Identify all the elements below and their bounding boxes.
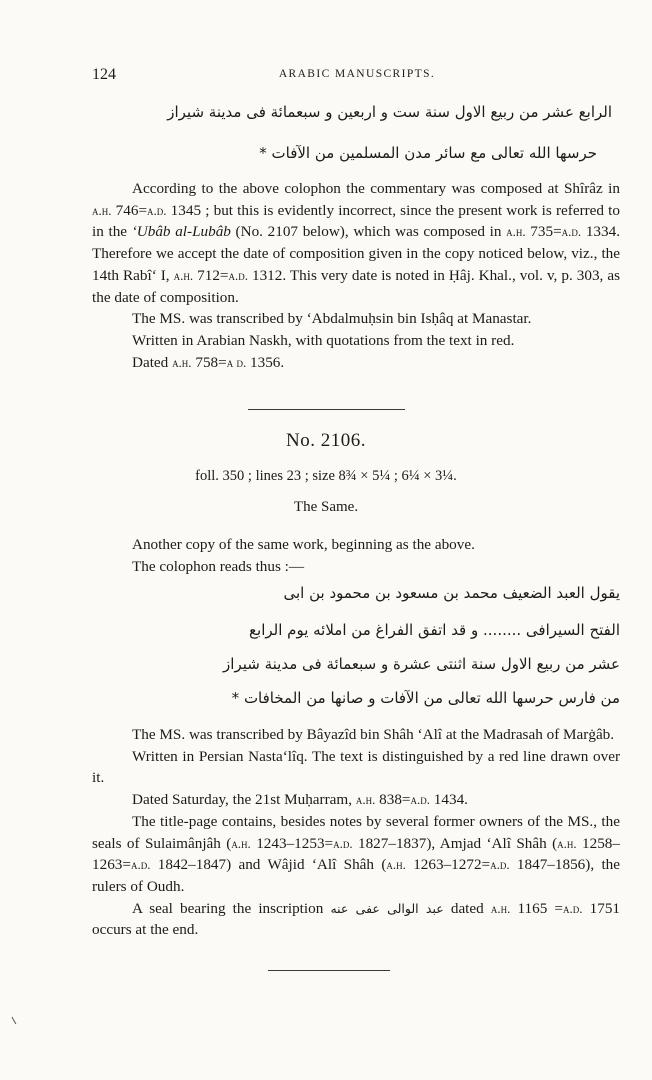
colophon2-line-1: یقول العبد الضعیف محمد بن مسعود بن محمود بن ابی	[283, 584, 620, 602]
entry-number: No. 2106.	[286, 430, 366, 451]
transcription-note: The MS. was transcribed by Bâyazîd bin Shâh ‘Alî at the Madrasah of Marġâb.	[132, 726, 615, 743]
colophon2-line-2: الفتح السیرافی ........ و قد اتفق الفراغ من املائه یوم الرابع	[249, 621, 620, 639]
running-title: ARABIC MANUSCRIPTS.	[278, 68, 436, 80]
end-divider	[268, 970, 390, 971]
notes-section	[92, 724, 620, 941]
colophon-arabic-line-2: حرسها الله تعالی مع سائر مدن المسلمین من الآفات *	[259, 144, 597, 162]
folio-details: foll. 350 ; lines 23 ; size 8¾ × 5¼ ; 6¼ × 3¼.	[195, 468, 457, 484]
page-mark	[11, 1014, 21, 1024]
date-note: Dated a.h. 758=a d. 1356.	[132, 353, 285, 371]
colophon2-line-3: عشر من ربیع الاول سنة اثنتی عشرة و سبعمائة فی مدینة شیراز	[223, 655, 620, 673]
intro-line-2: The colophon reads thus :—	[132, 557, 305, 575]
section-divider	[248, 409, 405, 410]
colophon2-line-4: من فارس حرسها الله تعالی من الآفات و صانها من المخافات *	[231, 689, 620, 707]
transcriber-note: The MS. was transcribed by ‘Abdalmuḥsin bin Isḥâq at Manastar.	[132, 310, 532, 328]
seal-note: A seal bearing the inscription عبد الوالی عفی عنه dated a.h. 1165 =a.d. 1751 occurs at the end.	[92, 899, 620, 939]
page-header	[92, 66, 622, 86]
script-style-note: Written in Persian Nasta‘lîq. The text is distinguished by a red line drawn over it.	[92, 747, 620, 787]
intro-line-1: Another copy of the same work, beginning as the above.	[132, 536, 475, 553]
script-note: Written in Arabian Naskh, with quotations from the text in red.	[132, 331, 515, 349]
intro-section	[92, 534, 620, 577]
colophon-arabic-line-1: الرابع عشر من ربیع الاول سنة ست و اربعین و سبعمائة فی مدینة شیراز	[167, 103, 612, 121]
title-page-note: The title-page contains, besides notes by several former owners of the MS., the seals of Sulaimânjâh (a.h. 1243–1253=a.d. 1827–1837), Amjad ‘Alî Shâh (a.h. 1258–1263=a.d. 1842–1847) and Wâjid ‘Alî Shâh (a.h. 1263–1272=a.d. 1847–1856), the rulers of Oudh.	[92, 812, 620, 895]
commentary-paragraph: According to the above colophon the commentary was composed at Shîrâz in a.h. 746=a.d. 1345 ; but this is evidently incorrect, since the present work is referred to in the ‘Ubâb al-Lubâb (No. 2107 below), which was composed in a.h. 735=a.d. 1334. Therefore we accept the date of composition given in the copy noticed below, viz., the 14th Rabî‘ I, a.h. 712=a.d. 1312. This very date is noted in Ḥâj. Khal., vol. v, p. 303, as the date of composition.	[92, 180, 621, 306]
page-number: 124	[92, 66, 116, 83]
dated-note: Dated Saturday, the 21st Muḥarram, a.h. 838=a.d. 1434.	[132, 791, 468, 809]
commentary-section	[92, 178, 620, 373]
entry-subtitle: The Same.	[293, 499, 359, 515]
